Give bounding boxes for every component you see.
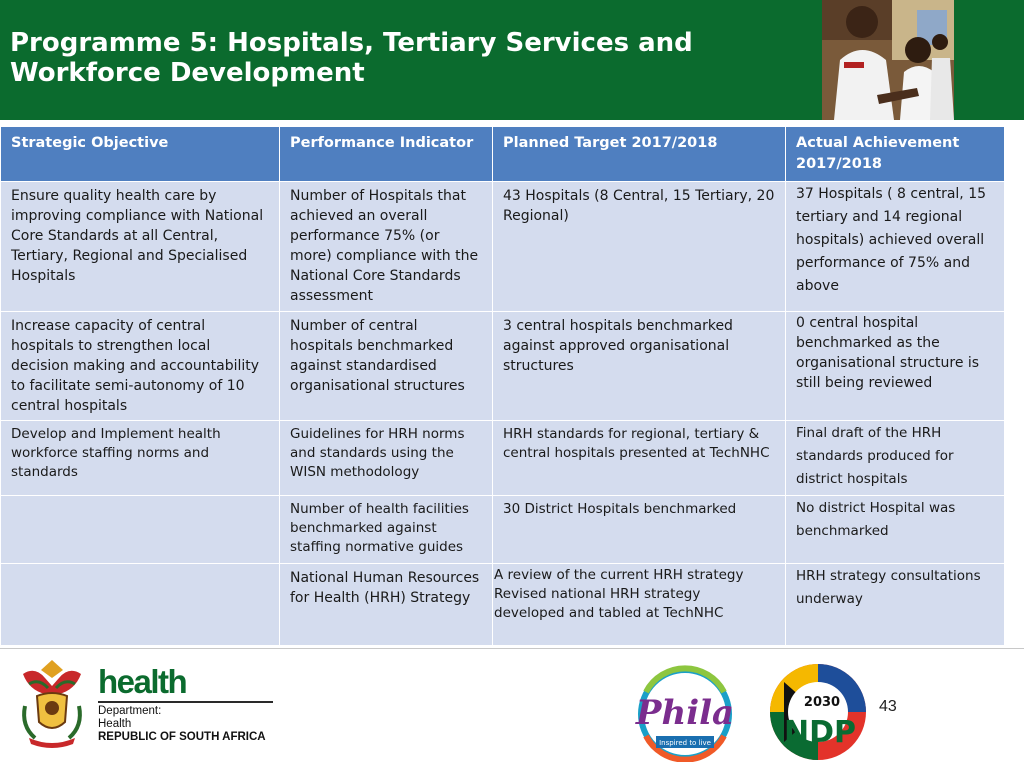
table-row bbox=[1, 421, 1005, 496]
footer-divider bbox=[0, 648, 1024, 649]
health-logo-text: health bbox=[98, 663, 187, 700]
ndp-logo-icon bbox=[764, 662, 872, 762]
phila-logo-icon bbox=[626, 662, 744, 762]
cell-objective bbox=[1, 564, 280, 646]
cell-indicator: Number of central hospitals benchmarked against standardised organisational structures bbox=[280, 312, 493, 421]
cell-actual: 0 central hospital benchmarked as the organisational structure is still being reviewed bbox=[786, 312, 1005, 421]
performance-table bbox=[0, 126, 1005, 646]
table-row bbox=[1, 182, 1005, 312]
column-header-target: Planned Target 2017/2018 bbox=[493, 127, 786, 182]
cell-target: 3 central hospitals benchmarked against approved organisational structures bbox=[493, 312, 786, 421]
column-header-indicator: Performance Indicator bbox=[280, 127, 493, 182]
health-logo-rule bbox=[98, 701, 273, 703]
cell-objective: Develop and Implement health workforce staffing norms and standards bbox=[1, 421, 280, 496]
cell-actual: No district Hospital was benchmarked bbox=[786, 496, 1005, 564]
cell-actual: 37 Hospitals ( 8 central, 15 tertiary and 14 regional hospitals) achieved overall performance of 75% and above bbox=[786, 182, 1005, 312]
ndp-text: NDP bbox=[784, 715, 856, 750]
cell-target: A review of the current HRH strategy Revised national HRH strategy developed and tabled at TechNHC bbox=[493, 564, 786, 646]
dept-line-3: REPUBLIC OF SOUTH AFRICA bbox=[98, 731, 266, 743]
cell-actual: HRH strategy consultations underway bbox=[786, 564, 1005, 646]
table-row bbox=[1, 496, 1005, 564]
cell-target: 43 Hospitals (8 Central, 15 Tertiary, 20 Regional) bbox=[493, 182, 786, 312]
cell-indicator: Guidelines for HRH norms and standards using the WISN methodology bbox=[280, 421, 493, 496]
column-header-actual: Actual Achievement 2017/2018 bbox=[786, 127, 1005, 182]
ndp-year: 2030 bbox=[803, 695, 841, 710]
coat-of-arms-icon bbox=[15, 656, 89, 750]
cell-objective: Ensure quality health care by improving compliance with National Core Standards at all Central, Tertiary, Regional and Specialised Hospitals bbox=[1, 182, 280, 312]
cell-actual: Final draft of the HRH standards produced for district hospitals bbox=[786, 421, 1005, 496]
cell-indicator: Number of health facilities benchmarked against staffing normative guides bbox=[280, 496, 493, 564]
header-photo bbox=[822, 0, 954, 120]
cell-indicator: National Human Resources for Health (HRH) Strategy bbox=[280, 564, 493, 646]
cell-target: 30 District Hospitals benchmarked bbox=[493, 496, 786, 564]
phila-logo-text: Phila bbox=[635, 693, 735, 733]
slide-header bbox=[0, 0, 1024, 120]
column-header-objective: Strategic Objective bbox=[1, 127, 280, 182]
cell-indicator: Number of Hospitals that achieved an overall performance 75% (or more) compliance with the National Core Standards assessment bbox=[280, 182, 493, 312]
title-line-1: Programme 5: Hospitals, Tertiary Services and bbox=[10, 28, 693, 58]
cell-objective: Increase capacity of central hospitals to strengthen local decision making and accountability to facilitate semi-autonomy of 10 central hospitals bbox=[1, 312, 280, 421]
phila-tagline: Inspired to live bbox=[659, 739, 711, 747]
table-row bbox=[1, 312, 1005, 421]
department-label bbox=[98, 705, 266, 744]
table-row bbox=[1, 564, 1005, 646]
dept-line-2: Health bbox=[98, 718, 132, 730]
cell-target: HRH standards for regional, tertiary & central hospitals presented at TechNHC bbox=[493, 421, 786, 496]
photo-illustration bbox=[822, 0, 954, 120]
page-number: 43 bbox=[879, 698, 897, 715]
dept-line-1: Department: bbox=[98, 705, 162, 717]
slide-title bbox=[10, 28, 810, 88]
cell-objective bbox=[1, 496, 280, 564]
title-line-2: Workforce Development bbox=[10, 58, 365, 88]
table-header-row bbox=[1, 127, 1005, 182]
